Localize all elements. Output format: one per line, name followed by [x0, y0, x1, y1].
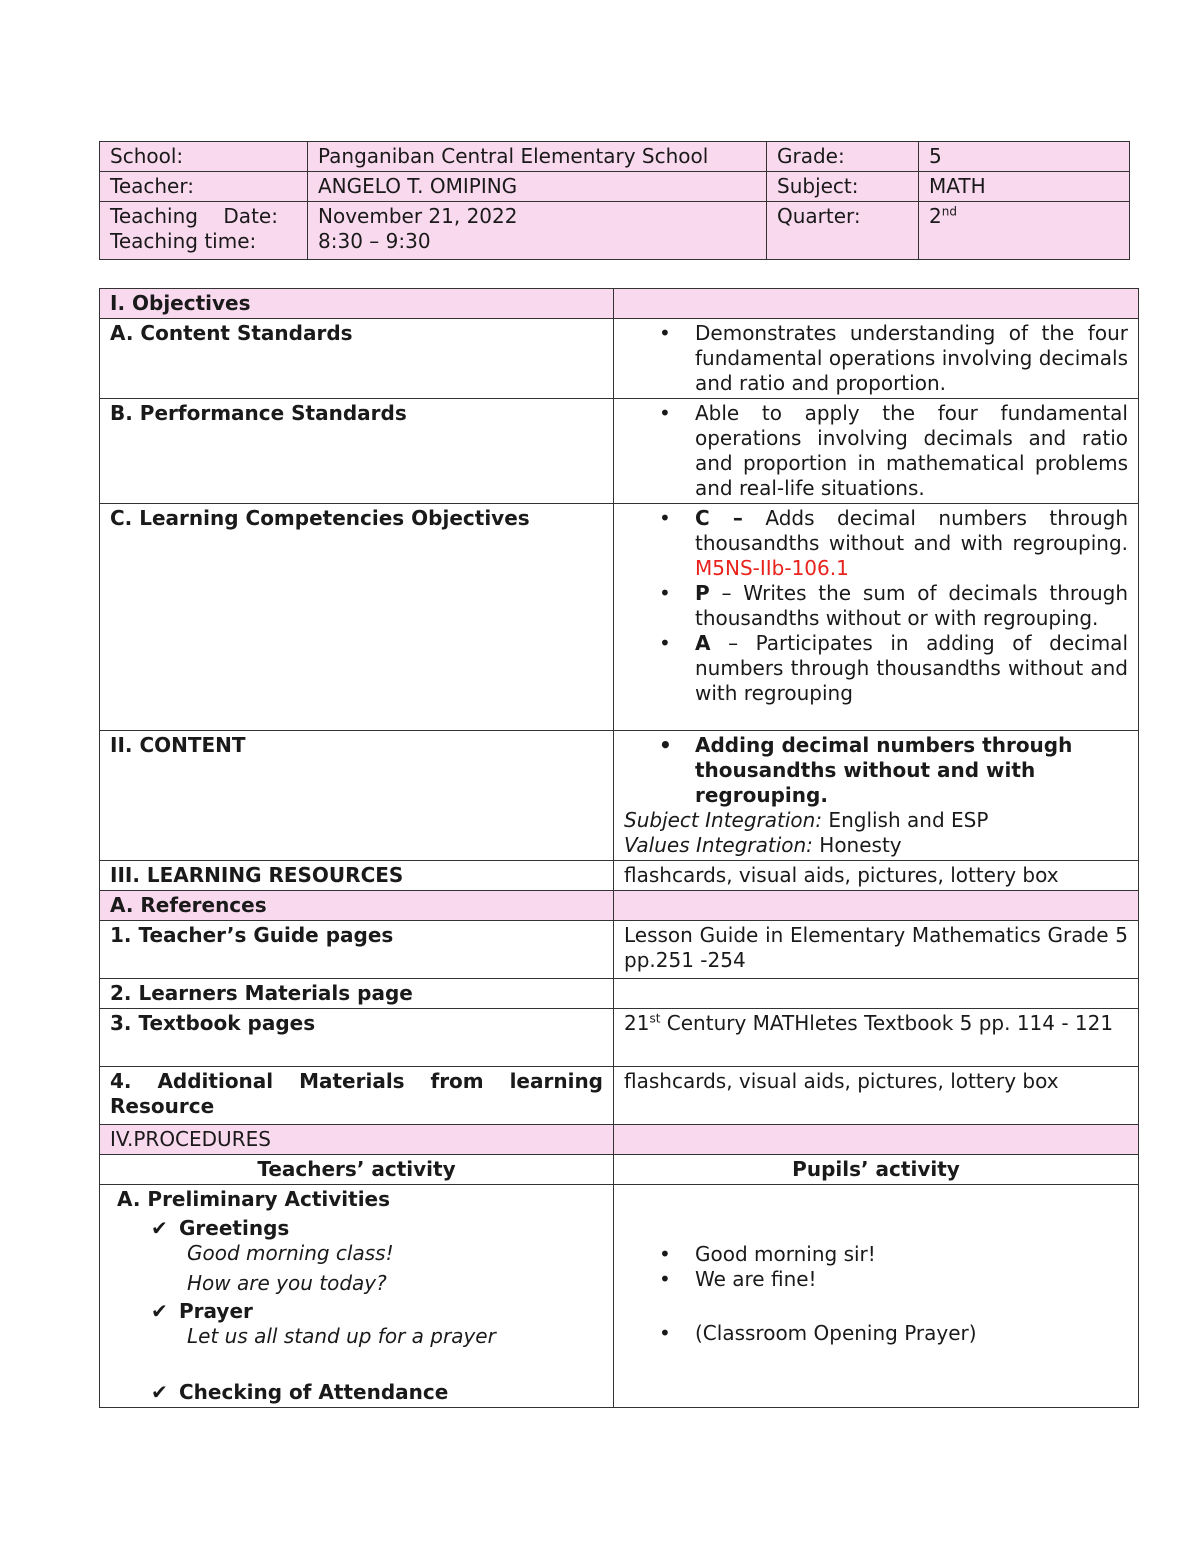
date-time-labels	[100, 202, 308, 260]
pupils-activity-cell	[614, 1185, 1139, 1408]
grade-value: 5	[919, 142, 1130, 172]
date-time-values	[308, 202, 767, 260]
quarter-value	[919, 202, 1130, 260]
prayer-item	[117, 1299, 603, 1324]
prayer-label: Prayer	[179, 1299, 253, 1323]
performance-standards-row	[100, 399, 1139, 504]
greetings-item	[117, 1216, 603, 1241]
references-row	[100, 891, 1139, 921]
lesson-plan-table	[99, 288, 1139, 1408]
values-integration	[624, 833, 1128, 858]
procedures-label: IV.PROCEDURES	[100, 1125, 614, 1155]
textbook-value-pre: 21	[624, 1011, 650, 1035]
textbook-label: 3. Textbook pages	[100, 1009, 614, 1067]
competency-c	[695, 506, 1128, 581]
school-label: School:	[100, 142, 308, 172]
quarter-label: Quarter:	[767, 202, 919, 260]
attendance-label: Checking of Attendance	[179, 1380, 449, 1404]
teachers-guide-label: 1. Teacher’s Guide pages	[100, 921, 614, 979]
subject-integration-value: English and ESP	[822, 808, 989, 832]
school-value: Panganiban Central Elementary School	[308, 142, 767, 172]
performance-standards-text: • Able to apply the four fundamental operations involving decimals and ratio and proportion in mathematical problems and real-life situations.	[695, 401, 1128, 501]
content-topic: • Adding decimal numbers through thousandths without and with regrouping.	[695, 733, 1128, 808]
competencies-label: C. Learning Competencies Objectives	[100, 504, 614, 731]
learning-resources-label: III. LEARNING RESOURCES	[100, 861, 614, 891]
preliminary-row	[100, 1185, 1139, 1408]
check-icon: ✔	[151, 1299, 168, 1323]
teacher-label: Teacher:	[100, 172, 308, 202]
additional-materials-label: 4. Additional Materials from learning Resource	[100, 1067, 614, 1125]
textbook-value-sup: st	[649, 1011, 661, 1026]
competency-p-text: – Writes the sum of decimals through thousandths without or with regrouping.	[695, 581, 1128, 630]
textbook-row	[100, 1009, 1139, 1067]
procedures-row	[100, 1125, 1139, 1155]
objectives-empty-cell	[614, 289, 1139, 319]
content-standards-text: • Demonstrates understanding of the four fundamental operations involving decimals and ratio and proportion.	[695, 321, 1128, 396]
teachers-guide-value: Lesson Guide in Elementary Mathematics Grade 5 pp.251 -254	[614, 921, 1139, 979]
subject-integration-label: Subject Integration:	[624, 808, 823, 832]
competency-c-text: Adds decimal numbers through thousandths without and with regrouping.	[695, 506, 1129, 555]
teaching-date-value: November 21, 2022	[318, 204, 518, 228]
learners-materials-label: 2. Learners Materials page	[100, 979, 614, 1009]
values-integration-label: Values Integration:	[624, 833, 813, 857]
content-standards-label: A. Content Standards	[100, 319, 614, 399]
procedures-empty-cell	[614, 1125, 1139, 1155]
objectives-heading: I. Objectives	[100, 289, 614, 319]
learning-resources-value: flashcards, visual aids, pictures, lottery box	[614, 861, 1139, 891]
values-integration-value: Honesty	[812, 833, 902, 857]
quarter-suffix: nd	[941, 204, 957, 219]
competency-p	[695, 581, 1128, 631]
competency-p-letter: P	[695, 581, 710, 605]
attendance-item	[117, 1380, 603, 1405]
content-standards-row	[100, 319, 1139, 399]
header-table	[99, 141, 1130, 260]
teaching-time-value: 8:30 – 9:30	[318, 229, 431, 253]
pupil-response-1: • Good morning sir!	[695, 1242, 1128, 1267]
references-empty-cell	[614, 891, 1139, 921]
learning-resources-row	[100, 861, 1139, 891]
check-icon: ✔	[151, 1216, 168, 1240]
competencies-row	[100, 504, 1139, 731]
competency-c-letter: C –	[695, 506, 743, 530]
greeting-line-2: How are you today?	[187, 1271, 387, 1295]
teachers-activity-header: Teachers’ activity	[100, 1155, 614, 1185]
teachers-activity-cell	[100, 1185, 614, 1408]
textbook-value-post: Century MATHletes Textbook 5 pp. 114 - 121	[660, 1011, 1114, 1035]
content-label: II. CONTENT	[100, 731, 614, 861]
content-row	[100, 731, 1139, 861]
competency-a-text: – Participates in adding of decimal numbers through thousandths without and with regrouping	[695, 631, 1128, 705]
learners-materials-empty-cell	[614, 979, 1139, 1009]
subject-label: Subject:	[767, 172, 919, 202]
competencies-cell	[614, 504, 1139, 731]
performance-standards-label: B. Performance Standards	[100, 399, 614, 504]
additional-materials-row	[100, 1067, 1139, 1125]
performance-standards-cell	[614, 399, 1139, 504]
learners-materials-row	[100, 979, 1139, 1009]
references-label: A. References	[100, 891, 614, 921]
subject-integration	[624, 808, 1128, 833]
pupil-response-3: • (Classroom Opening Prayer)	[695, 1321, 1128, 1346]
teacher-value: ANGELO T. OMIPING	[308, 172, 767, 202]
greetings-label: Greetings	[179, 1216, 290, 1240]
competency-code: M5NS-IIb-106.1	[695, 556, 849, 580]
subject-value: MATH	[919, 172, 1130, 202]
textbook-value	[614, 1009, 1139, 1067]
competency-a	[695, 631, 1128, 706]
teaching-time-label: Teaching time:	[110, 229, 257, 253]
quarter-number: 2	[929, 204, 942, 228]
additional-materials-value: flashcards, visual aids, pictures, lottery box	[614, 1067, 1139, 1125]
preliminary-label: A. Preliminary Activities	[117, 1187, 391, 1211]
teachers-guide-row	[100, 921, 1139, 979]
content-cell	[614, 731, 1139, 861]
greeting-line-1: Good morning class!	[187, 1241, 394, 1265]
check-icon: ✔	[151, 1380, 168, 1404]
teaching-date-label: Teaching Date:	[110, 204, 278, 228]
prayer-line: Let us all stand up for a prayer	[187, 1324, 496, 1348]
pupils-activity-header: Pupils’ activity	[614, 1155, 1139, 1185]
content-standards-cell	[614, 319, 1139, 399]
grade-label: Grade:	[767, 142, 919, 172]
pupil-response-2: • We are fine!	[695, 1267, 1128, 1292]
objectives-row	[100, 289, 1139, 319]
activity-header-row	[100, 1155, 1139, 1185]
competency-a-letter: A	[695, 631, 711, 655]
